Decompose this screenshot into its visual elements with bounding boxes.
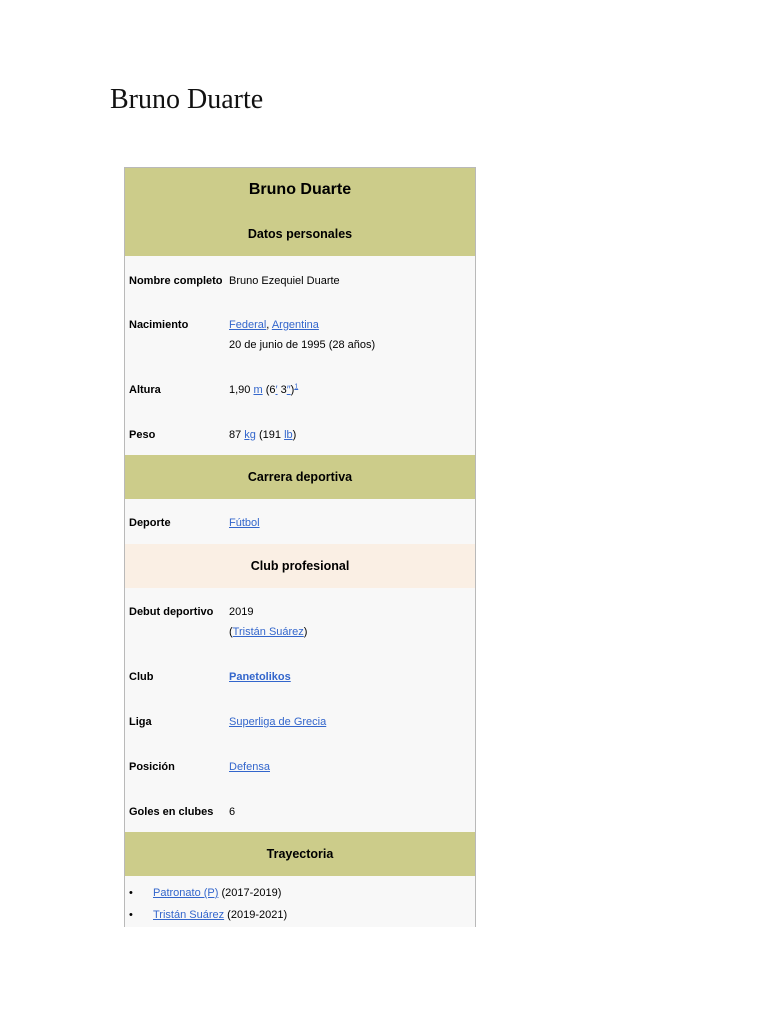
bullet-icon: • [129, 887, 133, 899]
altura-mid2: 3 [277, 384, 287, 396]
section-club-profesional: Club profesional [125, 544, 475, 588]
row-liga [125, 698, 475, 743]
row-deporte [125, 499, 475, 544]
list-item [125, 904, 475, 926]
infobox-header [125, 168, 475, 256]
label-goles: Goles en clubes [129, 806, 214, 818]
value-nombre-completo: Bruno Ezequiel Duarte [229, 275, 340, 287]
value-nacimiento [229, 315, 475, 365]
value-altura [229, 380, 475, 410]
label-altura: Altura [129, 384, 161, 396]
debut-year: 2019 [229, 606, 254, 618]
row-nacimiento [125, 305, 475, 365]
altura-mid: (6 [262, 384, 276, 396]
link-metro[interactable]: m [253, 384, 263, 396]
infobox-name: Bruno Duarte [248, 181, 352, 198]
link-futbol[interactable]: Fútbol [229, 517, 260, 529]
link-lb[interactable]: lb [284, 429, 293, 441]
debut-open: ( [229, 626, 233, 638]
link-pulgada[interactable]: ″ [286, 384, 291, 396]
link-tristan-suarez-traj[interactable]: Tristán Suárez [153, 909, 225, 921]
altura-post: ) [290, 384, 295, 396]
label-nombre-completo: Nombre completo [129, 275, 223, 287]
section-trayectoria: Trayectoria [125, 832, 475, 876]
section-datos-personales: Datos personales [247, 227, 353, 241]
link-argentina[interactable]: Argentina [271, 319, 319, 331]
value-debut [229, 602, 475, 653]
years-patronato: (2017-2019) [218, 887, 282, 899]
link-tristan-suarez[interactable]: Tristán Suárez [232, 626, 304, 638]
link-panetolikos[interactable]: Panetolikos [229, 671, 291, 683]
trayectoria-list [125, 876, 475, 926]
row-club [125, 653, 475, 698]
link-defensa[interactable]: Defensa [229, 761, 270, 773]
row-debut [125, 588, 475, 653]
years-tristan-suarez: (2019-2021) [224, 909, 288, 921]
ref-1[interactable]: 1 [294, 383, 299, 391]
link-kg[interactable]: kg [244, 429, 256, 441]
link-superliga[interactable]: Superliga de Grecia [229, 716, 327, 728]
label-nacimiento: Nacimiento [129, 319, 189, 331]
label-posicion: Posición [129, 761, 175, 773]
section-carrera-deportiva: Carrera deportiva [125, 455, 475, 499]
page-title: Bruno Duarte [110, 84, 264, 115]
row-goles [125, 788, 475, 832]
link-pie[interactable]: ′ [275, 384, 278, 396]
peso-pre: 87 [229, 429, 245, 441]
debut-close: ) [303, 626, 308, 638]
row-peso [125, 410, 475, 455]
altura-pre: 1,90 [229, 384, 254, 396]
infobox [124, 167, 476, 927]
bullet-icon: • [129, 909, 133, 921]
label-debut: Debut deportivo [129, 606, 214, 618]
peso-mid: (191 [255, 429, 285, 441]
row-nombre-completo [125, 256, 475, 305]
birth-date: 20 de junio de 1995 (28 años) [229, 339, 376, 351]
label-liga: Liga [129, 716, 152, 728]
value-peso [229, 425, 475, 455]
link-federal[interactable]: Federal [229, 319, 267, 331]
peso-post: ) [292, 429, 297, 441]
row-altura [125, 365, 475, 410]
value-goles: 6 [229, 806, 236, 818]
list-item [125, 882, 475, 904]
label-deporte: Deporte [129, 517, 171, 529]
label-club: Club [129, 671, 154, 683]
link-patronato[interactable]: Patronato (P) [153, 887, 219, 899]
sep-comma: , [266, 319, 272, 331]
label-peso: Peso [129, 429, 156, 441]
row-posicion [125, 743, 475, 788]
